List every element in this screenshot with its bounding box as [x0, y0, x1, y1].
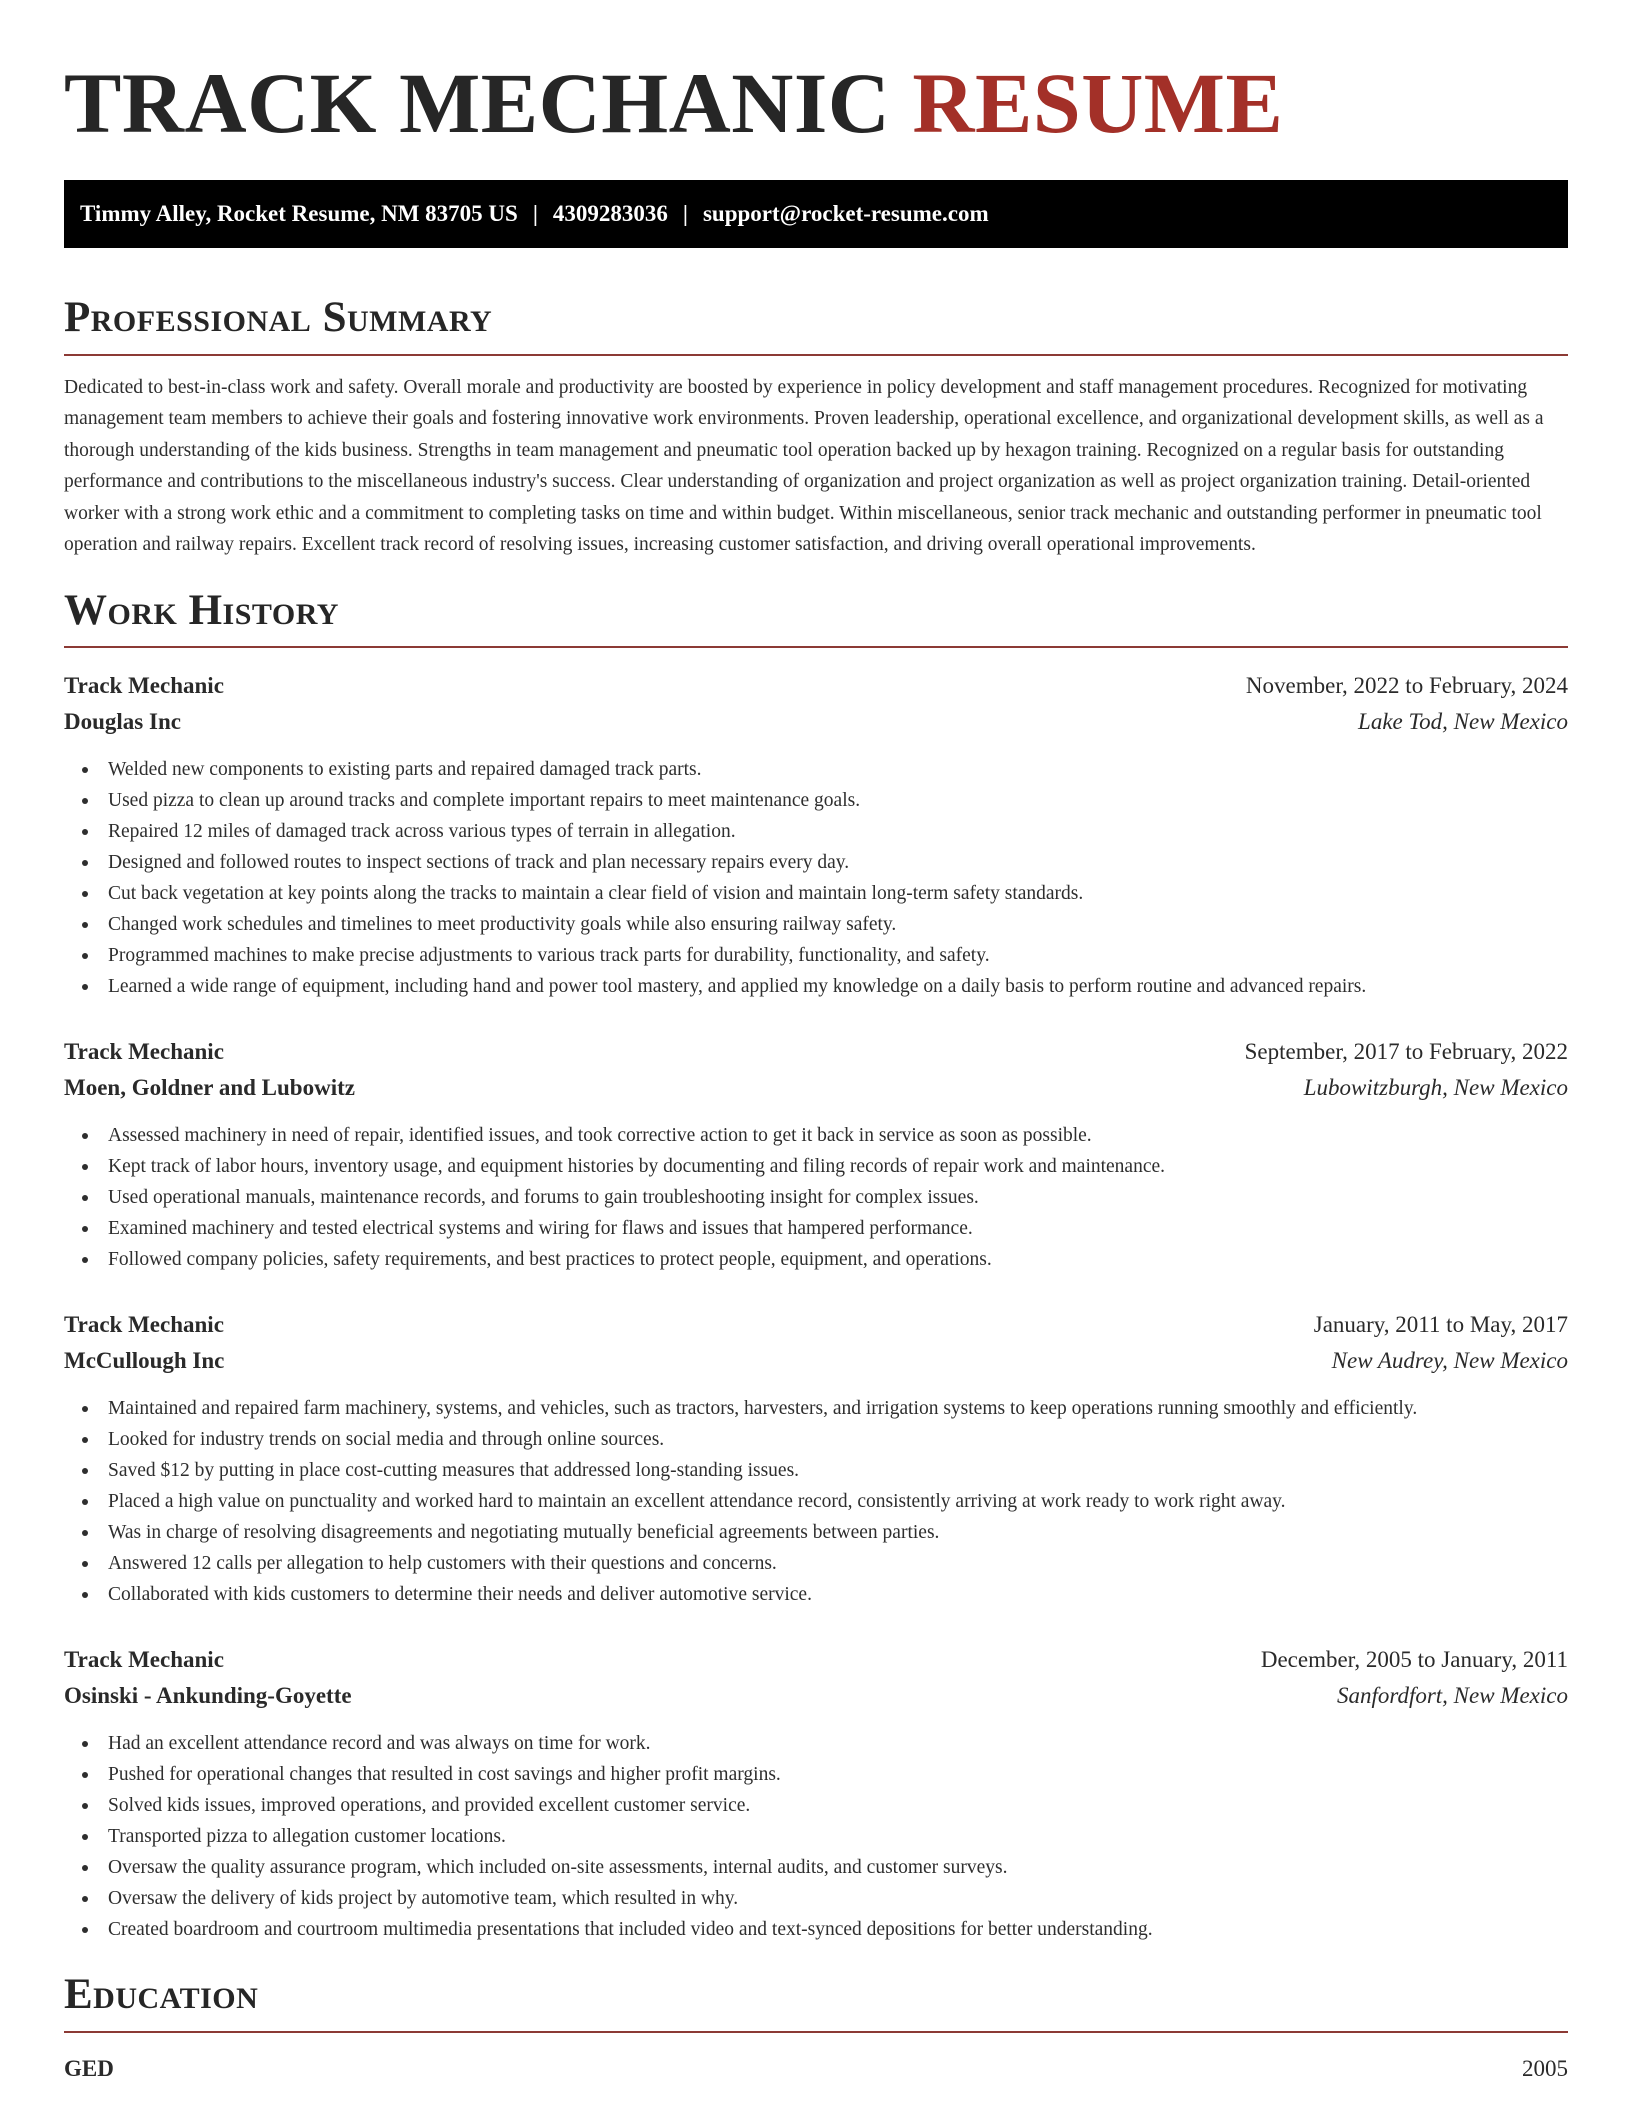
list-item: Answered 12 calls per allegation to help customers with their questions and concerns. [64, 1548, 1568, 1579]
list-item: Changed work schedules and timelines to meet productivity goals while also ensuring railway safety. [64, 909, 1568, 940]
contact-address: Timmy Alley, Rocket Resume, NM 83705 US [80, 201, 518, 227]
professional-summary-section [64, 292, 1568, 561]
list-item: Transported pizza to allegation customer locations. [64, 1821, 1568, 1852]
job-entry [64, 1642, 1568, 1945]
job-bullets [64, 1393, 1568, 1610]
job-header-row [64, 668, 1568, 704]
job-title: Track Mechanic [64, 1647, 224, 1673]
resume-title [64, 52, 1568, 155]
section-heading-education: Education [64, 1969, 1568, 2033]
job-dates: January, 2011 to May, 2017 [1313, 1312, 1568, 1338]
list-item: Designed and followed routes to inspect sections of track and plan necessary repairs every day. [64, 847, 1568, 878]
list-item: Oversaw the quality assurance program, which included on-site assessments, internal audits, and customer surveys. [64, 1852, 1568, 1883]
section-heading-summary: Professional Summary [64, 292, 1568, 356]
job-company-row [64, 704, 1568, 740]
education-year: 2005 [1522, 2055, 1568, 2081]
job-header-row [64, 1642, 1568, 1678]
list-item: Programmed machines to make precise adjustments to various track parts for durability, functionality, and safety. [64, 940, 1568, 971]
list-item: Had an excellent attendance record and was always on time for work. [64, 1728, 1568, 1759]
title-main: TRACK MECHANIC [64, 55, 891, 151]
contact-separator: | [682, 201, 688, 227]
job-title: Track Mechanic [64, 1039, 224, 1065]
job-dates: November, 2022 to February, 2024 [1245, 673, 1568, 699]
list-item: Learned a wide range of equipment, including hand and power tool mastery, and applied my knowledge on a daily basis to perform routine and advanced repairs. [64, 971, 1568, 1002]
job-entry [64, 1034, 1568, 1275]
job-title: Track Mechanic [64, 1312, 224, 1338]
list-item: Was in charge of resolving disagreements and negotiating mutually beneficial agreements between parties. [64, 1517, 1568, 1548]
education-section [64, 1969, 1568, 2087]
job-header-row [64, 1034, 1568, 1070]
list-item: Welded new components to existing parts and repaired damaged track parts. [64, 754, 1568, 785]
list-item: Used operational manuals, maintenance records, and forums to gain troubleshooting insight for complex issues. [64, 1182, 1568, 1213]
contact-phone: 4309283036 [552, 201, 668, 227]
list-item: Solved kids issues, improved operations, and provided excellent customer service. [64, 1790, 1568, 1821]
list-item: Examined machinery and tested electrical systems and wiring for flaws and issues that hampered performance. [64, 1213, 1568, 1244]
job-location: Sanfordfort, New Mexico [1336, 1683, 1568, 1709]
section-heading-work: Work History [64, 585, 1568, 649]
list-item: Cut back vegetation at key points along the tracks to maintain a clear field of vision and maintain long-term safety standards. [64, 878, 1568, 909]
job-company: Osinski - Ankunding-Goyette [64, 1683, 352, 1709]
job-entry [64, 1307, 1568, 1610]
job-company-row [64, 1343, 1568, 1379]
job-company-row [64, 1070, 1568, 1106]
contact-bar [64, 180, 1568, 248]
job-dates: September, 2017 to February, 2022 [1244, 1039, 1568, 1065]
job-header-row [64, 1307, 1568, 1343]
job-company: McCullough Inc [64, 1348, 225, 1374]
job-bullets [64, 1120, 1568, 1275]
contact-email: support@rocket-resume.com [702, 201, 989, 227]
job-location: Lake Tod, New Mexico [1358, 709, 1568, 735]
list-item: Repaired 12 miles of damaged track across various types of terrain in allegation. [64, 816, 1568, 847]
job-company-row [64, 1678, 1568, 1714]
list-item: Pushed for operational changes that resulted in cost savings and higher profit margins. [64, 1759, 1568, 1790]
list-item: Maintained and repaired farm machinery, systems, and vehicles, such as tractors, harvesters, and irrigation systems to keep operations running smoothly and efficiently. [64, 1393, 1568, 1424]
list-item: Used pizza to clean up around tracks and complete important repairs to meet maintenance goals. [64, 785, 1568, 816]
job-location: Lubowitzburgh, New Mexico [1303, 1075, 1568, 1101]
title-accent: RESUME [912, 55, 1284, 151]
job-title: Track Mechanic [64, 673, 224, 699]
list-item: Kept track of labor hours, inventory usage, and equipment histories by documenting and filing records of repair work and maintenance. [64, 1151, 1568, 1182]
job-location: New Audrey, New Mexico [1331, 1348, 1568, 1374]
job-company: Moen, Goldner and Lubowitz [64, 1075, 355, 1101]
contact-separator: | [532, 201, 538, 227]
education-entry [64, 2051, 1568, 2087]
list-item: Oversaw the delivery of kids project by automotive team, which resulted in why. [64, 1883, 1568, 1914]
job-bullets [64, 1728, 1568, 1945]
summary-text: Dedicated to best-in-class work and safety. Overall morale and productivity are boosted by experience in policy development and staff management procedures. Recognized for motivating management team members to achieve their goals and fostering innovative work environments. Proven leadership, operational excellence, and organizational development skills, as well as a thorough understanding of the kids business. Strengths in team management and pneumatic tool operation backed up by hexagon training. Recognized on a regular basis for outstanding performance and contributions to the miscellaneous industry's success. Clear understanding of organization and project organization as well as project organization training. Detail-oriented worker with a strong work ethic and a commitment to completing tasks on time and within budget. Within miscellaneous, senior track mechanic and outstanding performer in pneumatic tool operation and railway repairs. Excellent track record of resolving issues, increasing customer satisfaction, and driving overall operational improvements. [64, 376, 1544, 556]
list-item: Assessed machinery in need of repair, identified issues, and took corrective action to get it back in service as soon as possible. [64, 1120, 1568, 1151]
education-degree: GED [64, 2055, 114, 2081]
job-entry [64, 668, 1568, 1002]
job-dates: December, 2005 to January, 2011 [1260, 1647, 1568, 1673]
work-history-section [64, 585, 1568, 1946]
list-item: Looked for industry trends on social media and through online sources. [64, 1424, 1568, 1455]
job-bullets [64, 754, 1568, 1002]
list-item: Collaborated with kids customers to determine their needs and deliver automotive service. [64, 1579, 1568, 1610]
list-item: Placed a high value on punctuality and worked hard to maintain an excellent attendance record, consistently arriving at work ready to work right away. [64, 1486, 1568, 1517]
list-item: Saved $12 by putting in place cost-cutting measures that addressed long-standing issues. [64, 1455, 1568, 1486]
list-item: Followed company policies, safety requirements, and best practices to protect people, equipment, and operations. [64, 1244, 1568, 1275]
list-item: Created boardroom and courtroom multimedia presentations that included video and text-synced depositions for better understanding. [64, 1914, 1568, 1945]
job-company: Douglas Inc [64, 709, 181, 735]
